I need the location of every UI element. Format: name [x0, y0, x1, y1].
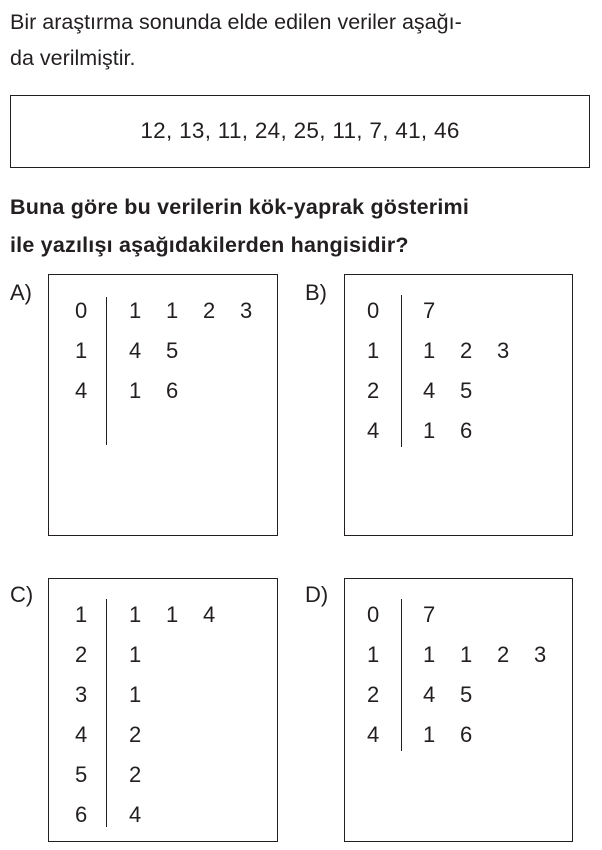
option-b-label[interactable]: B)	[305, 280, 327, 305]
option-c-stem: 2	[75, 642, 88, 667]
option-d-leaf: 6	[460, 722, 473, 747]
option-c-divider	[106, 599, 107, 827]
option-d-box[interactable]	[344, 578, 573, 842]
option-b-leaf: 2	[460, 338, 473, 363]
option-d-divider	[401, 599, 402, 751]
option-c-leaf: 4	[203, 602, 216, 627]
option-a-stem: 1	[75, 338, 88, 363]
option-d-stem: 0	[367, 602, 380, 627]
option-a-divider	[106, 297, 107, 445]
option-b-leaf: 1	[423, 418, 436, 443]
option-c-leaf: 1	[129, 642, 142, 667]
option-d-stem: 2	[367, 682, 380, 707]
option-b-stem: 2	[367, 378, 380, 403]
option-b-leaf: 6	[460, 418, 473, 443]
option-b-divider	[401, 295, 402, 447]
option-b-stem: 0	[367, 298, 380, 323]
option-a-leaf: 5	[166, 338, 179, 363]
option-a-stem: 0	[75, 298, 88, 323]
option-c-stem: 3	[75, 682, 88, 707]
intro-line-1: Bir araştırma sonunda elde edilen veriler aşağı-	[10, 10, 462, 34]
option-d-leaf: 3	[534, 642, 547, 667]
option-d-leaf: 1	[423, 722, 436, 747]
option-a-leaf: 2	[203, 298, 216, 323]
option-c-leaf: 1	[129, 682, 142, 707]
option-d-leaf: 2	[497, 642, 510, 667]
intro-line-2: da verilmiştir.	[10, 46, 136, 70]
intro-text	[10, 4, 594, 76]
option-c-stem: 6	[75, 802, 88, 827]
option-a-leaf: 1	[129, 378, 142, 403]
option-c-leaf: 1	[166, 602, 179, 627]
option-a-stem: 4	[75, 378, 88, 403]
option-c-stem: 5	[75, 762, 88, 787]
option-a-label[interactable]: A)	[10, 280, 32, 305]
question-text	[10, 188, 600, 264]
option-d-leaf: 1	[423, 642, 436, 667]
option-c-box[interactable]	[48, 578, 278, 842]
option-b-leaf: 5	[460, 378, 473, 403]
option-b-box[interactable]	[344, 274, 573, 536]
option-d-leaf: 5	[460, 682, 473, 707]
option-d-stem: 4	[367, 722, 380, 747]
option-c-leaf: 2	[129, 722, 142, 747]
option-a-box[interactable]	[48, 274, 278, 536]
option-b-stem: 1	[367, 338, 380, 363]
option-b-leaf: 3	[497, 338, 510, 363]
option-d-leaf: 1	[460, 642, 473, 667]
option-a-leaf: 3	[240, 298, 253, 323]
option-c-label[interactable]: C)	[10, 582, 34, 607]
option-d-leaf: 7	[423, 602, 436, 627]
option-c-stem: 1	[75, 602, 88, 627]
option-b-stem: 4	[367, 418, 380, 443]
option-b-leaf: 7	[423, 298, 436, 323]
question-line-1: Buna göre bu verilerin kök-yaprak gösterimi	[10, 195, 470, 219]
option-d-stem: 1	[367, 642, 380, 667]
option-a-leaf: 1	[129, 298, 142, 323]
option-a-leaf: 4	[129, 338, 142, 363]
option-d-leaf: 4	[423, 682, 436, 707]
option-b-leaf: 1	[423, 338, 436, 363]
data-values: 12, 13, 11, 24, 25, 11, 7, 41, 46	[140, 118, 460, 143]
option-a-leaf: 1	[166, 298, 179, 323]
question-line-2: ile yazılışı aşağıdakilerden hangisidir?	[10, 233, 409, 257]
option-d-label[interactable]: D)	[305, 582, 329, 607]
option-c-leaf: 1	[129, 602, 142, 627]
option-c-leaf: 4	[129, 802, 142, 827]
option-a-leaf: 6	[166, 378, 179, 403]
data-values-box	[10, 95, 590, 168]
option-b-leaf: 4	[423, 378, 436, 403]
option-c-leaf: 2	[129, 762, 142, 787]
option-c-stem: 4	[75, 722, 88, 747]
